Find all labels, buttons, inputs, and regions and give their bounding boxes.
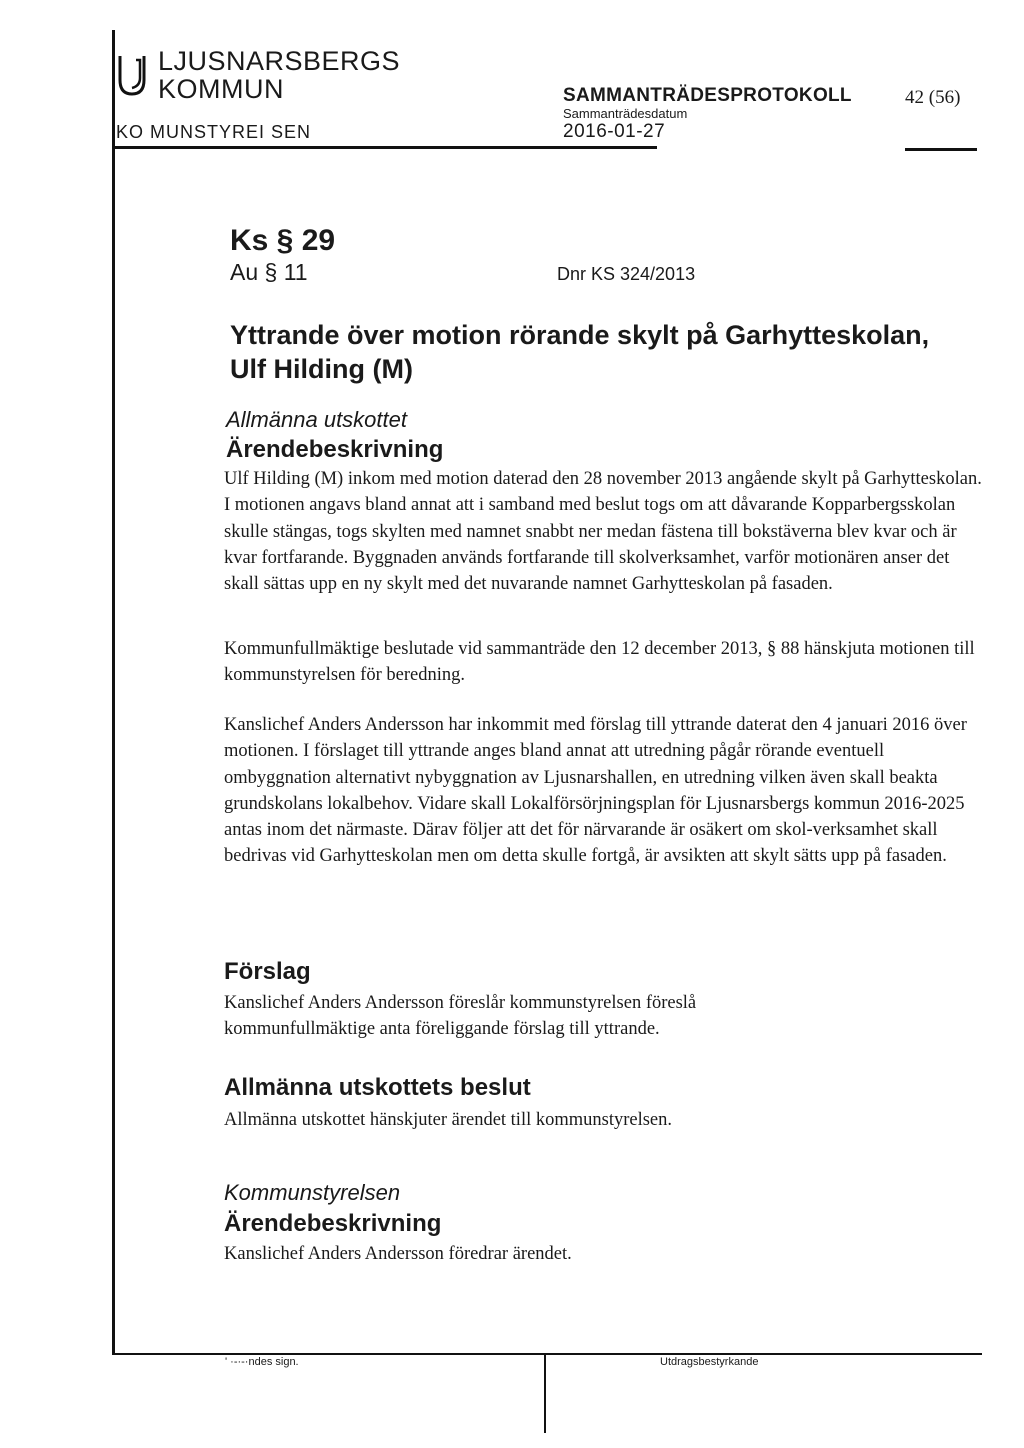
protocol-title: SAMMANTRÄDESPROTOKOLL (563, 85, 852, 106)
left-margin-rule (112, 30, 115, 1355)
case-title (230, 318, 990, 386)
au-paragraph-number: Au § 11 (230, 259, 308, 285)
board-case-description-heading: Ärendebeskrivning (224, 1210, 442, 1237)
case-title-line1: Yttrande över motion rörande skylt på Garhytteskolan, (230, 320, 930, 350)
diary-number: Dnr KS 324/2013 (557, 264, 696, 284)
extract-certification-label: Utdragsbestyrkande (660, 1356, 759, 1368)
org-name-line2: KOMMUN (158, 74, 284, 104)
committee-heading: Allmänna utskottet (226, 407, 407, 432)
board-case-description-text: Kanslichef Anders Andersson föredrar ärendet. (224, 1244, 572, 1264)
committee-decision-heading: Allmänna utskottets beslut (224, 1074, 531, 1101)
signature-label: ' ·-·-·ndes sign. (225, 1356, 299, 1368)
header-rule (112, 146, 657, 149)
municipality-logo-icon (116, 52, 148, 98)
org-name-line1: LJUSNARSBERGS (158, 46, 401, 76)
meeting-date: 2016-01-27 (563, 121, 666, 142)
header-rule-right (905, 148, 977, 151)
board-heading: Kommunstyrelsen (224, 1180, 401, 1205)
proposal-heading: Förslag (224, 958, 311, 985)
proposal-text: Kanslichef Anders Andersson föreslår kommunstyrelsen föreslå kommunfullmäktige anta föreliggande förslag till yttrande. (224, 993, 697, 1040)
case-description-heading: Ärendebeskrivning (226, 436, 444, 463)
date-label: Sammanträdesdatum (563, 106, 688, 121)
decision-paragraph: Kommunfullmäktige beslutade vid sammanträde den 12 december 2013, § 88 hänskjuta motionen till kommunstyrelsen för beredning. (224, 639, 975, 686)
description-paragraph: Ulf Hilding (M) inkom med motion daterad den 28 november 2013 angående skylt på Garhytteskolan. I motionen angavs bland annat att i samband med beslut togs om att dåvarande Kopparbergsskolan skulle stängas, togs skylten med namnet snabbt ner medan fästena till bokstäverna blev kvar och är kvar fortfarande. Byggnaden används fortfarande till skolverksamhet, varför motionären anser det skall sättas upp en ny skylt med det nuvarande namnet Garhytteskolan på fasaden. (224, 469, 982, 595)
page-number: 42 (56) (905, 87, 961, 108)
case-title-line2: Ulf Hilding (M) (230, 354, 413, 384)
ks-paragraph-number: Ks § 29 (230, 224, 336, 257)
board-name: KO MUNSTYREI SEN (116, 122, 312, 142)
footer-rule (112, 1353, 982, 1355)
proposal-paragraph: Kanslichef Anders Andersson har inkommit med förslag till yttrande daterat den 4 januari 2016 över motionen. I förslaget till yttrande anges bland annat att utredning pågår rörande eventuell ombyggnation alternativt nybyggnation av Ljusnarshallen, en utredning vilken även skall beakta grundskolans lokalbehov. Vidare skall Lokalförsörjningsplan för Ljusnarsbergs kommun 2016-2025 antas inom det närmaste. Därav följer att det för närvarande är osäkert om skol-verksamhet skall bedrivas vid Garhytteskolan men om detta skulle fortgå, är avsikten att skylt sätts upp på fasaden. (224, 715, 967, 867)
committee-decision-text: Allmänna utskottet hänskjuter ärendet till kommunstyrelsen. (224, 1110, 673, 1130)
footer-divider (544, 1353, 546, 1433)
